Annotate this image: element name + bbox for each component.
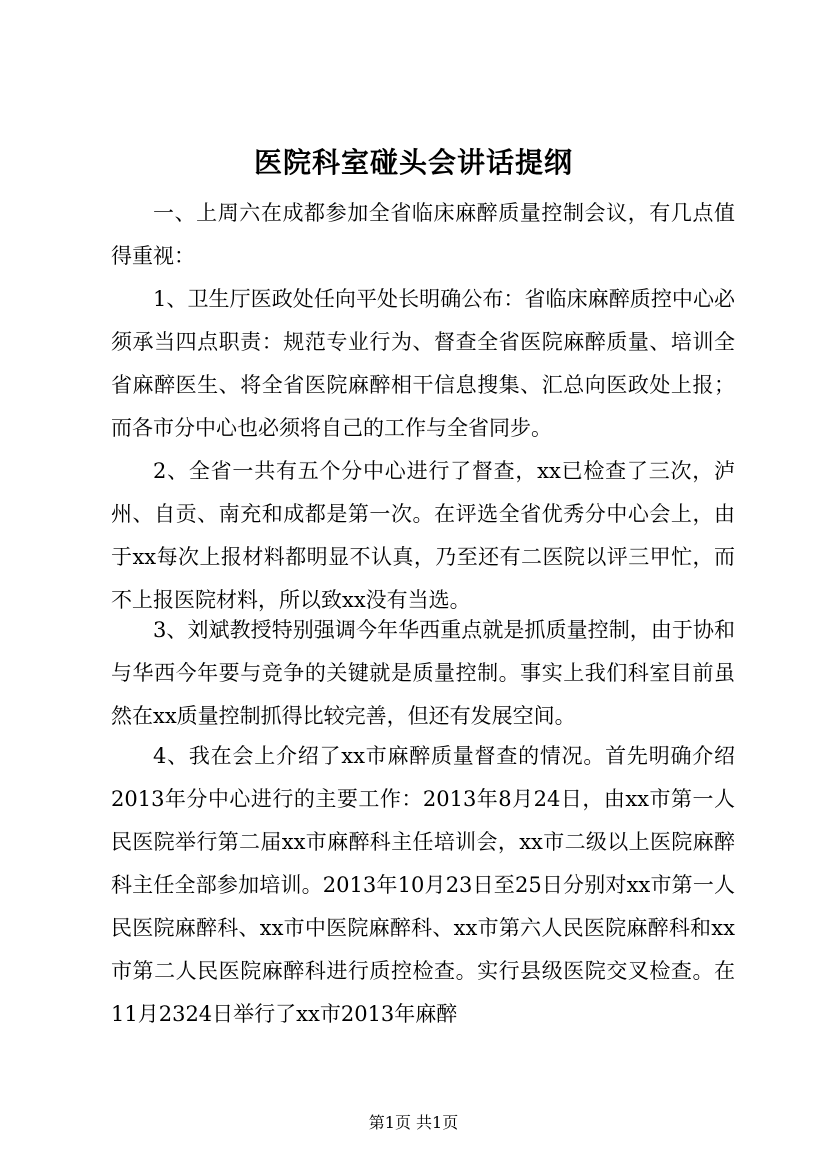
paragraph-item-4: 4、我在会上介绍了xx市麻醉质量督查的情况。首先明确介绍2013年分中心进行的主要工作：2013年8月24日，由xx市第一人民医院举行第二届xx市麻醉科主任培训会，xx市二级以上医院麻醉科主任全部参加培训。2013年10月23日至25日分别对xx市第一人民医院麻醉科、xx市中医院麻醉科、xx市第六人民医院麻醉科和xx市第二人民医院麻醉科进行质控检查。实行县级医院交叉检查。在11月2324日举行了xx市2013年麻醉 <box>111 744 735 1026</box>
document-title: 医院科室碰头会讲话提纲 <box>253 146 573 179</box>
paragraph-item-2: 2、全省一共有五个分中心进行了督查，xx已检查了三次，泸州、自贡、南充和成都是第一次。在评选全省优秀分中心会上，由于xx每次上报材料都明显不认真，乃至还有二医院以评三甲忙，而不上报医院材料，所以致xx没有当选。 <box>111 459 735 612</box>
paragraph-intro: 一、上周六在成都参加全省临床麻醉质量控制会议，有几点值得重视： <box>111 201 735 268</box>
paragraph-item-1: 1、卫生厅医政处任向平处长明确公布：省临床麻醉质控中心必须承当四点职责：规范专业行为、督查全省医院麻醉质量、培训全省麻醉医生、将全省医院麻醉相干信息搜集、汇总向医政处上报；而各市分中心也必须将自己的工作与全省同步。 <box>111 287 735 440</box>
paragraph-item-3: 3、刘斌教授特别强调今年华西重点就是抓质量控制，由于协和与华西今年要与竞争的关键就是质量控制。事实上我们科室目前虽然在xx质量控制抓得比较完善，但还有发展空间。 <box>111 618 735 728</box>
page-footer: 第1页 共1页 <box>368 1113 459 1132</box>
